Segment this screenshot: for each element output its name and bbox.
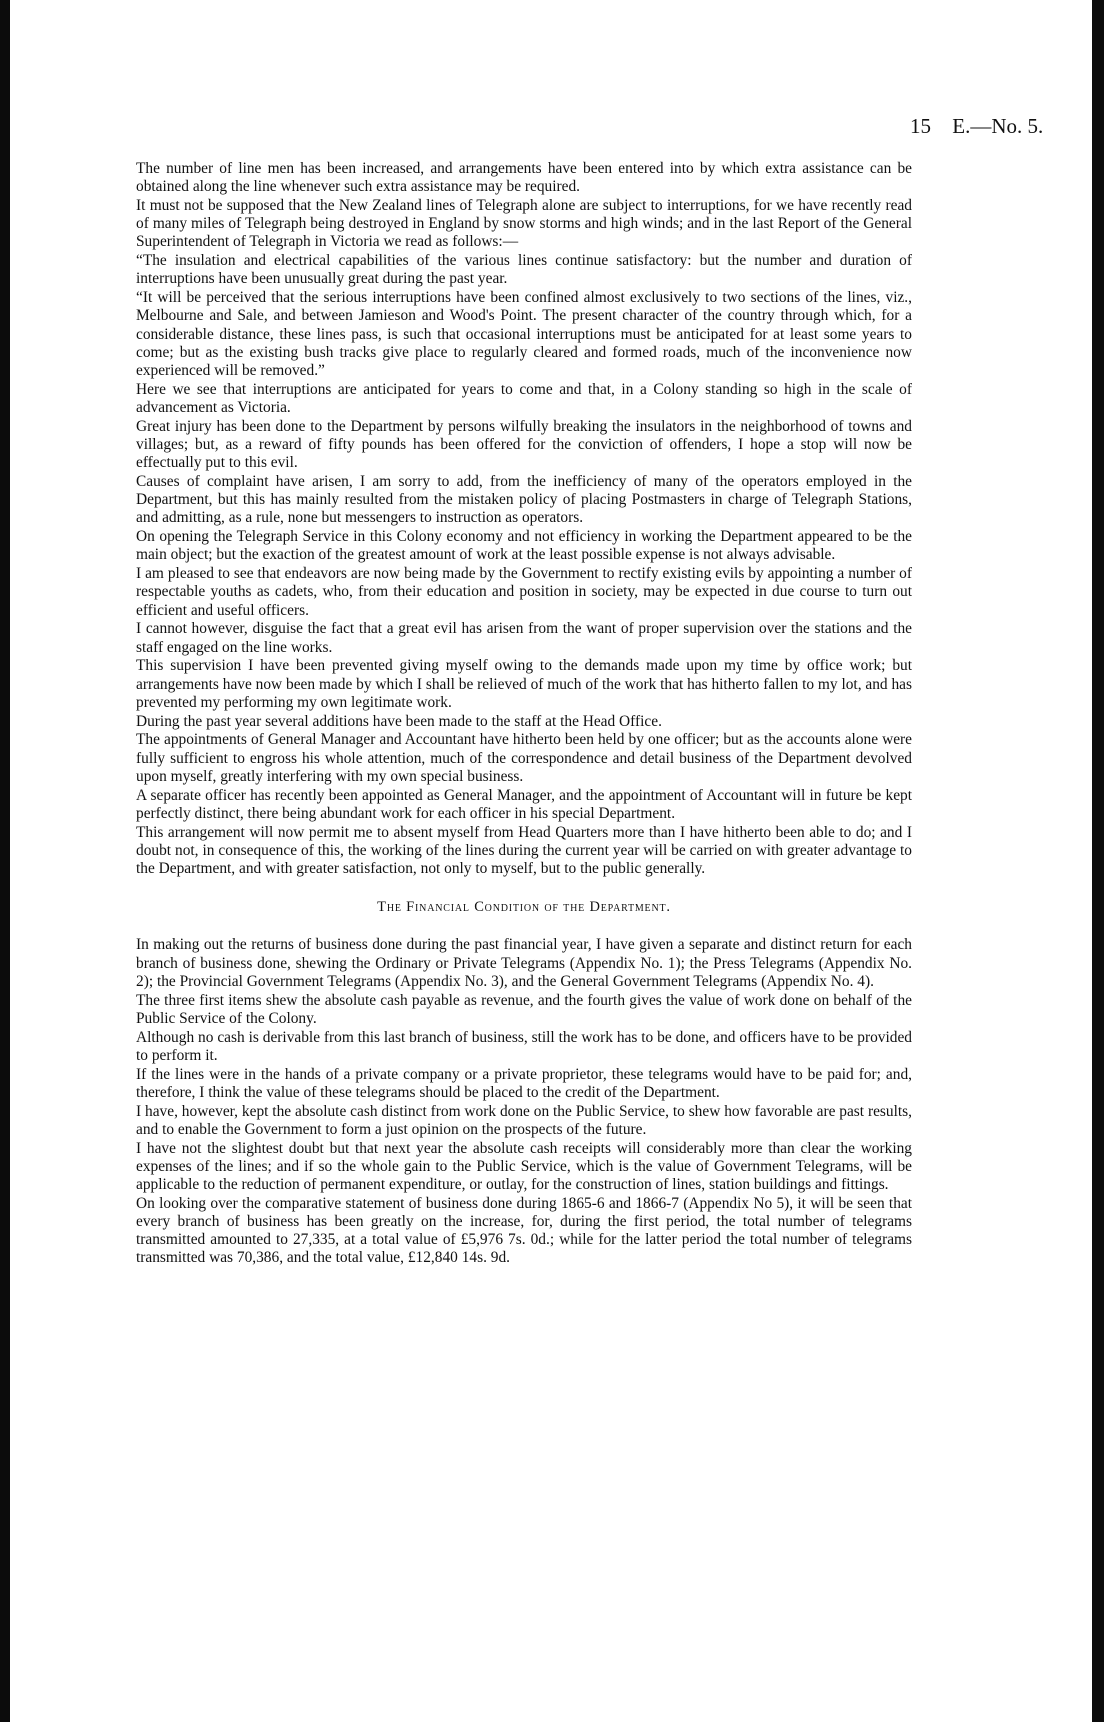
paragraph: The appointments of General Manager and Accountant have hitherto been held by one officer; but as the accounts alone were fully sufficient to engross his whole attention, much of the correspondence and detail business of the Department devolved upon myself, greatly interfering with my own special business.	[136, 731, 912, 785]
document-reference: E.—No. 5.	[952, 114, 1044, 138]
scan-border-left	[0, 0, 10, 1722]
paragraph: “The insulation and electrical capabilities of the various lines continue satisfactory: but the number and duration of interruptions have been unusually great during the past year.	[136, 252, 912, 288]
paragraph: If the lines were in the hands of a private company or a private proprietor, these telegrams would have to be paid for; and, therefore, I think the value of these telegrams should be placed to the credit of the Department.	[136, 1065, 912, 1101]
paragraph: It must not be supposed that the New Zealand lines of Telegraph alone are subject to interruptions, for we have recently read of many miles of Telegraph being destroyed in England by snow storms and high winds; and in the last Report of the General Superintendent of Telegraph in Victoria we read as follows:—	[136, 197, 912, 251]
paragraph: On opening the Telegraph Service in this Colony economy and not efficiency in working the Department appeared to be the main object; but the exaction of the greatest amount of work at the least possible expense is not always advisable.	[136, 528, 912, 564]
paragraph: Although no cash is derivable from this last branch of business, still the work has to be done, and officers have to be provided to perform it.	[136, 1028, 912, 1064]
paragraph: Here we see that interruptions are anticipated for years to come and that, in a Colony standing so high in the scale of advancement as Victoria.	[136, 380, 912, 417]
paragraph: This supervision I have been prevented giving myself owing to the demands made upon my time by office work; but arrangements have now been made by which I shall be relieved of much of the work that has hitherto fallen to my lot, and has prevented my performing my own legitimate work.	[136, 657, 912, 711]
paragraph: The number of line men has been increased, and arrangements have been entered into by which extra assistance can be obtained along the line whenever such extra assistance may be required.	[136, 160, 912, 196]
paragraph: The three first items shew the absolute cash payable as revenue, and the fourth gives the value of work done on behalf of the Public Service of the Colony.	[136, 991, 912, 1027]
scan-border-right	[1092, 0, 1104, 1722]
paragraph: I cannot however, disguise the fact that a great evil has arisen from the want of proper supervision over the stations and the staff engaged on the line works.	[136, 620, 912, 656]
section-heading: The Financial Condition of the Department.	[377, 899, 671, 916]
paragraph: Causes of complaint have arisen, I am sorry to add, from the inefficiency of many of the operators employed in the Department, but this has mainly resulted from the mistaken policy of placing Postmasters in charge of Telegraph Stations, and admitting, as a rule, none but messengers to instruction as operators.	[136, 473, 912, 527]
paragraph: I have, however, kept the absolute cash distinct from work done on the Public Service, to shew how favorable are past results, and to enable the Government to form a just opinion on the prospects of the future.	[136, 1102, 912, 1138]
paragraph: This arrangement will now permit me to absent myself from Head Quarters more than I have hitherto been able to do; and I doubt not, in consequence of this, the working of the lines during the current year will be carried on with greater advantage to the Department, and with greater satisfaction, not only to myself, but to the public generally.	[136, 823, 912, 878]
paragraph: I have not the slightest doubt but that next year the absolute cash receipts will considerably more than clear the working expenses of the lines; and if so the whole gain to the Public Service, which is the value of Government Telegrams, will be applicable to the reduction of permanent expenditure, or outlay, for the construction of lines, station buildings and fittings.	[136, 1139, 912, 1194]
paragraph: Great injury has been done to the Department by persons wilfully breaking the insulators in the neighborhood of towns and villages; but, as a reward of fifty pounds has been offered for the conviction of offenders, I hope a stop will now be effectually put to this evil.	[136, 417, 912, 472]
paragraph: I am pleased to see that endeavors are now being made by the Government to rectify existing evils by appointing a number of respectable youths as cadets, who, from their education and position in society, may be expected in due course to turn out efficient and useful officers.	[136, 565, 912, 619]
page-header	[910, 114, 1070, 139]
paragraph: On looking over the comparative statement of business done during 1865-6 and 1866-7 (Appendix No 5), it will be seen that every branch of business has been greatly on the increase, for, during the first period, the total number of telegrams transmitted amounted to 27,335, at a total value of £5,976 7s. 0d.; while for the latter period the total number of telegrams transmitted was 70,386, and the total value, £12,840 14s. 9d.	[136, 1194, 912, 1267]
paragraph: A separate officer has recently been appointed as General Manager, and the appointment of Accountant will in future be kept perfectly distinct, there being abundant work for each officer in his special Department.	[136, 786, 912, 822]
page-number: 15	[910, 114, 931, 138]
paragraph: “It will be perceived that the serious interruptions have been confined almost exclusively to two sections of the lines, viz., Melbourne and Sale, and between Jamieson and Wood's Point. The present character of the country through which, for a considerable distance, these lines pass, is such that occasional interruptions must be anticipated for at least some years to come; but as the existing bush tracks give place to regularly cleared and formed roads, much of the inconvenience now experienced will be removed.”	[136, 289, 912, 380]
paragraph: In making out the returns of business done during the past financial year, I have given a separate and distinct return for each branch of business done, shewing the Ordinary or Private Telegrams (Appendix No. 1); the Press Telegrams (Appendix No. 2); the Provincial Government Telegrams (Appendix No. 3), and the General Government Telegrams (Appendix No. 4).	[136, 936, 912, 990]
body-text	[136, 160, 912, 1268]
paragraph: During the past year several additions have been made to the staff at the Head Office.	[136, 712, 662, 730]
